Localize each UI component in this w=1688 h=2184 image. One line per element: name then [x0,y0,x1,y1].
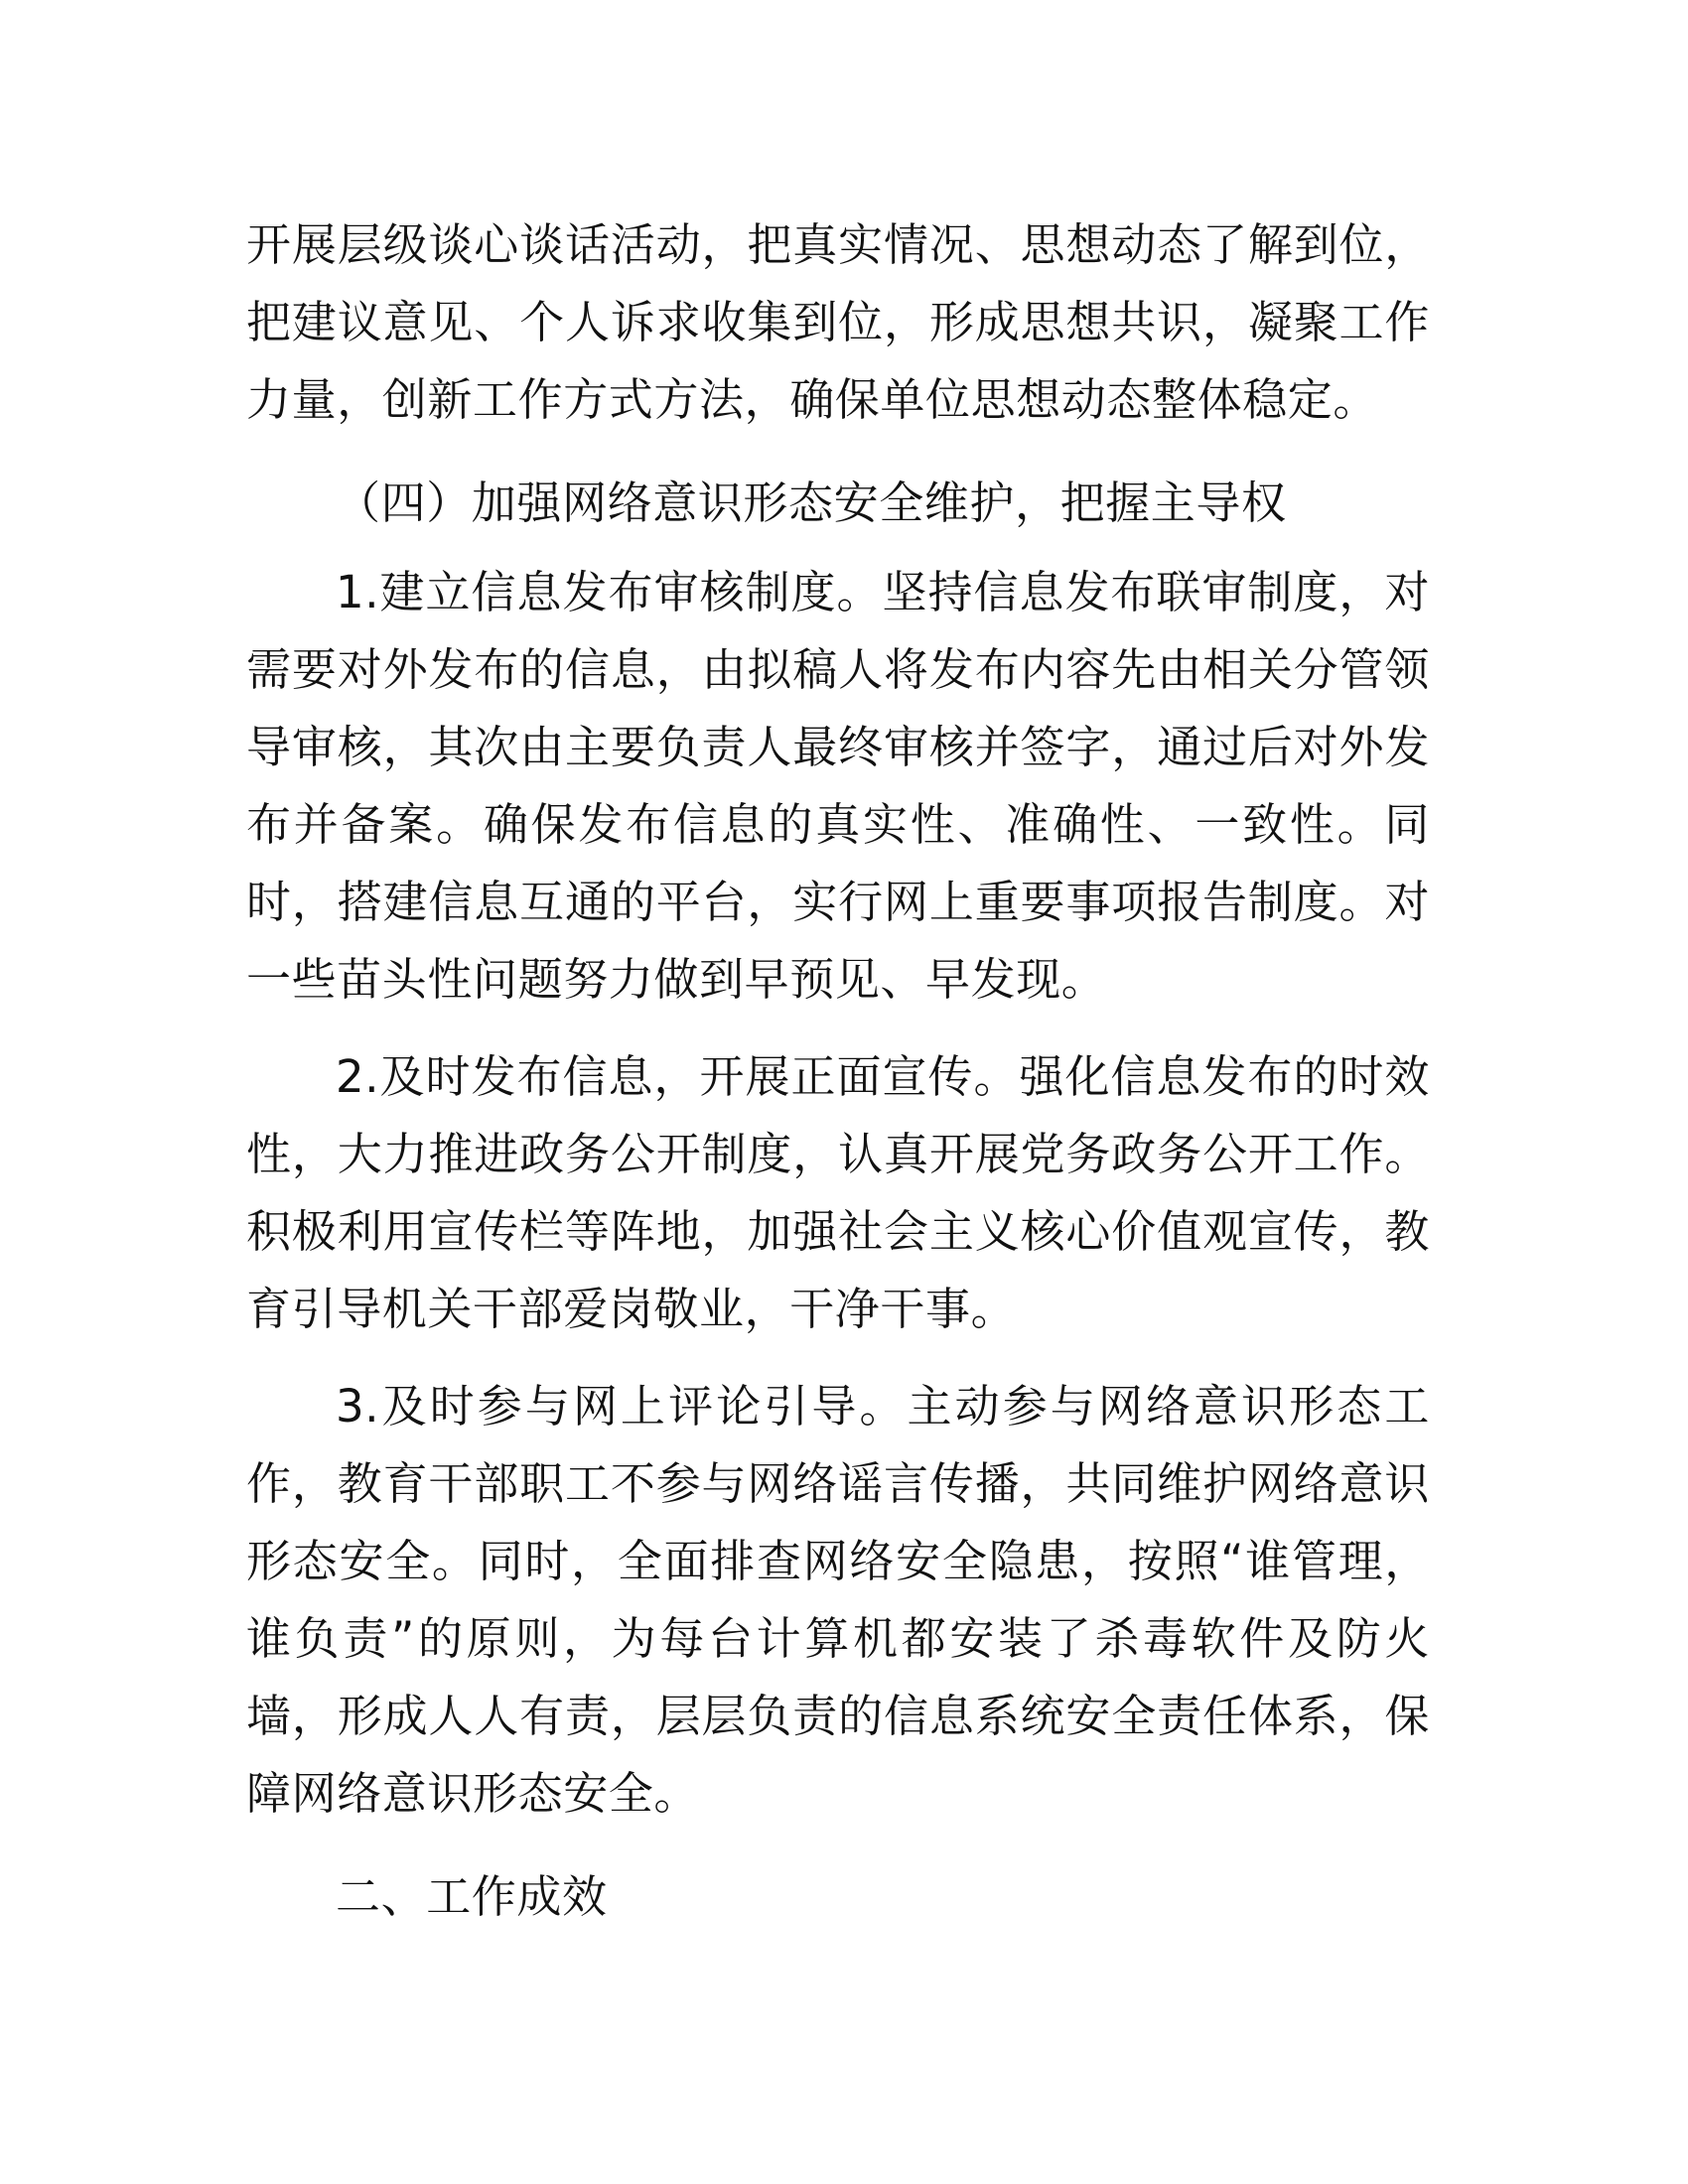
document-body [246,206,1430,1936]
paragraph-continuation: 开展层级谈心谈话活动，把真实情况、思想动态了解到位，把建议意见、个人诉求收集到位，形成思想共识，凝聚工作力量，创新工作方式方法，确保单位思想动态整体稳定。 [246,218,1430,426]
section-heading-four: （四）加强网络意识形态安全维护，把握主导权 [336,477,1287,529]
paragraph-item-1: 1.建立信息发布审核制度。坚持信息发布联审制度，对需要对外发布的信息，由拟稿人将发布内容先由相关分管领导审核，其次由主要负责人最终审核并签字，通过后对外发布并备案。确保发布信息的真实性、准确性、一致性。同时，搭建信息互通的平台，实行网上重要事项报告制度。对一些苗头性问题努力做到早预见、早发现。 [246,566,1430,1006]
paragraph-item-3: 3.及时参与网上评论引导。主动参与网络意识形态工作，教育干部职工不参与网络谣言传播，共同维护网络意识形态安全。同时，全面排查网络安全隐患，按照“谁管理，谁负责”的原则，为每台计算机都安装了杀毒软件及防火墙，形成人人有责，层层负责的信息系统安全责任体系，保障网络意识形态安全。 [246,1380,1430,1820]
paragraph-item-2: 2.及时发布信息，开展正面宣传。强化信息发布的时效性，大力推进政务公开制度，认真开展党务政务公开工作。积极利用宣传栏等阵地，加强社会主义核心价值观宣传，教育引导机关干部爱岗敬业，干净干事。 [246,1050,1430,1335]
section-heading-two: 二、工作成效 [336,1870,608,1923]
